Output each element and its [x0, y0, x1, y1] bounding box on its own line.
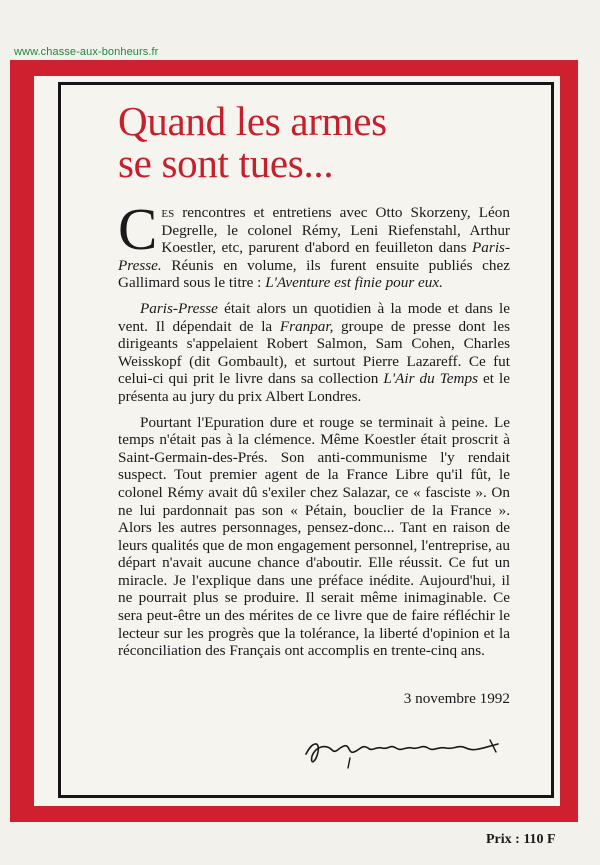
title-line-1: Quand les armes [118, 98, 387, 144]
price-label: Prix : 110 F [486, 832, 556, 847]
italic-book-title: L'Aventure est finie pour eux. [265, 274, 443, 292]
title-line-2: se sont tues... [118, 140, 334, 186]
paragraph-2-text-a: était alors un quotidien à la mode et dans le vent. Il dépendait de la [118, 299, 510, 335]
italic-franpar: Franpar, [279, 317, 334, 335]
paragraph-1-text-a: rencontres et entretiens avec Otto Skorzeny, Léon Degrelle, le colonel Rémy, Leni Riefenstahl, Arthur Koestler, etc, parurent d'abord en feuilleton dans [161, 204, 510, 257]
signature-date: 3 novembre 1992 [403, 690, 510, 707]
drop-cap-letter: C [118, 196, 158, 262]
paragraph-2-text-c: et le présenta au jury du prix Albert Londres. [118, 370, 510, 405]
italic-collection: L'Air du Temps [383, 370, 479, 388]
italic-paris-presse-2: Paris-Presse [140, 299, 218, 317]
italic-paris-presse: Paris-Presse. [118, 239, 510, 274]
blurb-text [118, 196, 510, 668]
paragraph-2-text-b: groupe de presse dont les dirigeants s'appelaient Robert Salmon, Sam Cohen, Charles Weisskopf (dit Gombault), et surtout Pierre Lazareff. Ce fut celui-ci qui prit le livre dans sa collection [118, 317, 510, 388]
paragraph-2 [118, 300, 510, 406]
watermark-url: www.chasse-aux-bonheurs.fr [14, 46, 159, 58]
back-cover-title [118, 100, 458, 184]
small-caps-lead: es [161, 204, 175, 221]
handwritten-signature [298, 722, 508, 772]
paragraph-1 [118, 196, 510, 292]
paragraph-1-text-b: Réunis en volume, ils furent ensuite publiés chez Gallimard sous le titre : [118, 256, 510, 292]
paragraph-3: Pourtant l'Epuration dure et rouge se terminait à peine. Le temps n'était pas à la clémence. Même Koestler était proscrit à Saint-Germain-des-Prés. Son anti-communisme l'y rendait suspect. Tout premier agent de la France Libre qu'il fût, le colonel Rémy avait dû s'exiler chez Salazar, ce « fasciste ». On ne lui pardonnait pas son « Pétain, bouclier de la France ». Alors les autres personnages, pensez-donc... Tant en raison de leurs qualités que de mon engagement personnel, l'entreprise, au départ n'avait aucune chance d'aboutir. Elle réussit. Ce fut un miracle. Je l'explique dans une préface inédite. Aujourd'hui, il ne pourrait plus se produire. Il serait même inimaginable. Ce sera peut-être un des mérites de ce livre que de faire réfléchir le lecteur sur les progrès que la tolérance, la liberté d'opinion et la réconciliation des Français ont accomplis en trente-cinq ans. [118, 413, 510, 660]
